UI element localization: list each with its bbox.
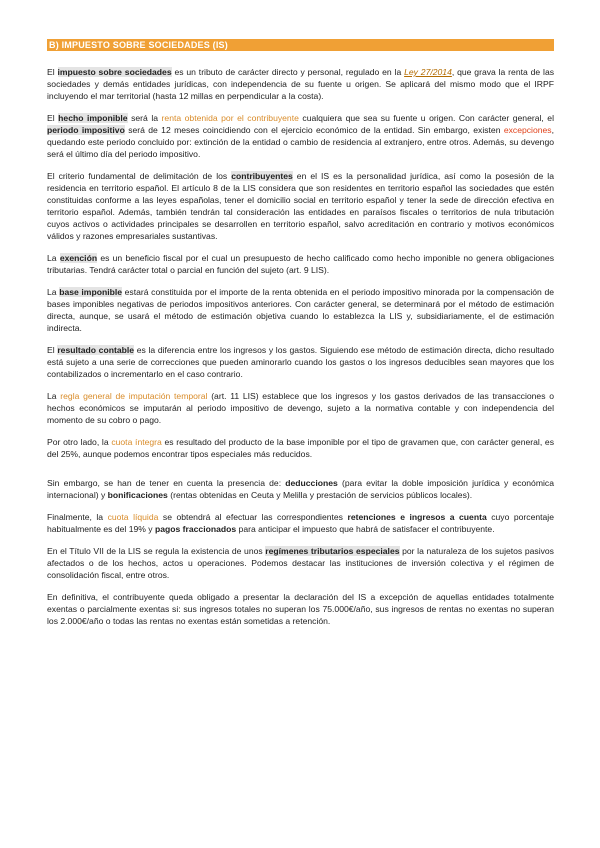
highlight-cuota-liquida: cuota líquida bbox=[107, 512, 159, 522]
law-link[interactable]: Ley 27/2014 bbox=[404, 67, 452, 77]
paragraph-exencion: La exención es un beneficio fiscal por el cual un presupuesto de hecho calificado como hecho imponible no genera obligaciones tributarias. Tendrá carácter total o parcial en función del sujeto (art. 9 LIS). bbox=[47, 253, 554, 275]
paragraph-contribuyentes: El criterio fundamental de delimitación de los contribuyentes en el IS es la personalidad jurídica, así como la posesión de la residencia en territorio español. El artículo 8 de la LIS considera que son residentes en territorio español las sociedades que estén constituidas conforme a las leyes españolas, tener el domicilio social en territorio español y tener la sede de dirección efectiva en territorio español. Además, también tendrán tal consideración las entidades en paraísos fiscales o territorios de nula tributación cuyos activos o actividades principales se desarrollen en territorio español, salvo acreditación en contrario y motivos económicos válidos y razones empresariales sustantivas. bbox=[47, 171, 554, 241]
highlight-excepciones: excepciones bbox=[503, 125, 552, 135]
term-deducciones: deducciones bbox=[285, 478, 338, 488]
term-bonificaciones: bonificaciones bbox=[107, 490, 168, 500]
paragraph-regimenes: En el Título VII de la LIS se regula la existencia de unos regímenes tributarios especiales por la naturaleza de los sujetos pasivos afectados o de los hechos, actos u operaciones. Podemos destacar las instituciones de inversión colectiva y el régimen de consolidación fiscal, entre otros. bbox=[47, 546, 554, 580]
section-title: B) IMPUESTO SOBRE SOCIEDADES (IS) bbox=[49, 40, 228, 50]
paragraph-base-imponible: La base imponible estará constituida por el importe de la renta obtenida en el periodo impositivo minorada por la compensación de bases imponibles negativas de periodos impositivos anteriores. Con carácter general, se determinará por el método de estimación directa, aunque, se usará el método de estimación objetiva cuando lo establezca la LIS y, subsidiariamente, el de estimación indirecta. bbox=[47, 287, 554, 333]
term-periodo-impositivo: periodo impositivo bbox=[47, 125, 125, 135]
term-resultado-contable: resultado contable bbox=[57, 345, 135, 355]
highlight-cuota-integra: cuota íntegra bbox=[111, 437, 162, 447]
term-exencion: exención bbox=[59, 253, 98, 263]
paragraph-imputacion-temporal: La regla general de imputación temporal (art. 11 LIS) establece que los ingresos y los gastos derivados de las transacciones o hechos económicos se imputarán al periodo impositivo de devengo, sujeto a la normativa contable y con independencia del momento de su cobro o pago. bbox=[47, 391, 554, 425]
paragraph-definition: El impuesto sobre sociedades es un tributo de carácter directo y personal, regulado en la Ley 27/2014, que grava la renta de las sociedades y demás entidades jurídicas, con independencia de su fuente u origen. Se aplicará del mismo modo que el IRPF incluyendo el mar territorial (hasta 12 millas en perpendicular a la costa). bbox=[47, 67, 555, 101]
term-contribuyentes: contribuyentes bbox=[231, 171, 293, 181]
paragraph-declaracion: En definitiva, el contribuyente queda obligado a presentar la declaración del IS a excepción de aquellas entidades totalmente exentas o parcialmente exentas si: sus ingresos totales no superan los 75.000€/año, sus ingresos de rentas no exentas no superan los 2.000€/año o todas las rentas no exentas están sometidas a retención. bbox=[47, 592, 554, 626]
term-hecho-imponible: hecho imponible bbox=[58, 113, 128, 123]
paragraph-cuota-integra: Por otro lado, la cuota íntegra es resultado del producto de la base imponible por el tipo de gravamen que, con carácter general, es del 25%, aunque podemos encontrar tipos especiales más reducidos. bbox=[47, 437, 554, 459]
paragraph-cuota-liquida: Finalmente, la cuota líquida se obtendrá al efectuar las correspondientes retenciones e ingresos a cuenta cuyo porcentaje habitualmente es del 19% y pagos fraccionados para anticipar el impuesto que habrá de satisfacer el contribuyente. bbox=[47, 512, 554, 534]
section-title-bar bbox=[47, 39, 554, 51]
paragraph-hecho-imponible: El hecho imponible será la renta obtenida por el contribuyente cualquiera que sea su fuente u origen. Con carácter general, el periodo impositivo será de 12 meses coincidiendo con el ejercicio económico de la entidad. Sin embargo, existen excepciones, quedando este periodo concluido por: extinción de la entidad o cambio de residencia al extranjero, entre otros. Además, su devengo será el último día del periodo impositivo. bbox=[47, 113, 554, 159]
highlight-renta: renta obtenida por el contribuyente bbox=[161, 113, 299, 123]
document-body bbox=[47, 66, 554, 637]
term-base-imponible: base imponible bbox=[59, 287, 123, 297]
highlight-imputacion: regla general de imputación temporal bbox=[60, 391, 208, 401]
term-impuesto-sociedades: impuesto sobre sociedades bbox=[57, 67, 172, 77]
paragraph-resultado-contable: El resultado contable es la diferencia entre los ingresos y los gastos. Siguiendo ese método de estimación directa, dicho resultado está sujeto a una serie de correcciones que pueden aminorarlo cuando los gastos o los ingresos deducibles sean mayores que los contabilizados o incrementarlo en el caso contrario. bbox=[47, 345, 555, 379]
term-pagos-fraccionados: pagos fraccionados bbox=[154, 524, 237, 534]
term-retenciones: retenciones e ingresos a cuenta bbox=[347, 512, 487, 522]
paragraph-deducciones: Sin embargo, se han de tener en cuenta la presencia de: deducciones (para evitar la doble imposición jurídica y económica internacional) y bonificaciones (rentas obtenidas en Ceuta y Melilla y prestación de servicios públicos locales). bbox=[47, 478, 554, 500]
term-regimenes-especiales: regímenes tributarios especiales bbox=[265, 546, 400, 556]
